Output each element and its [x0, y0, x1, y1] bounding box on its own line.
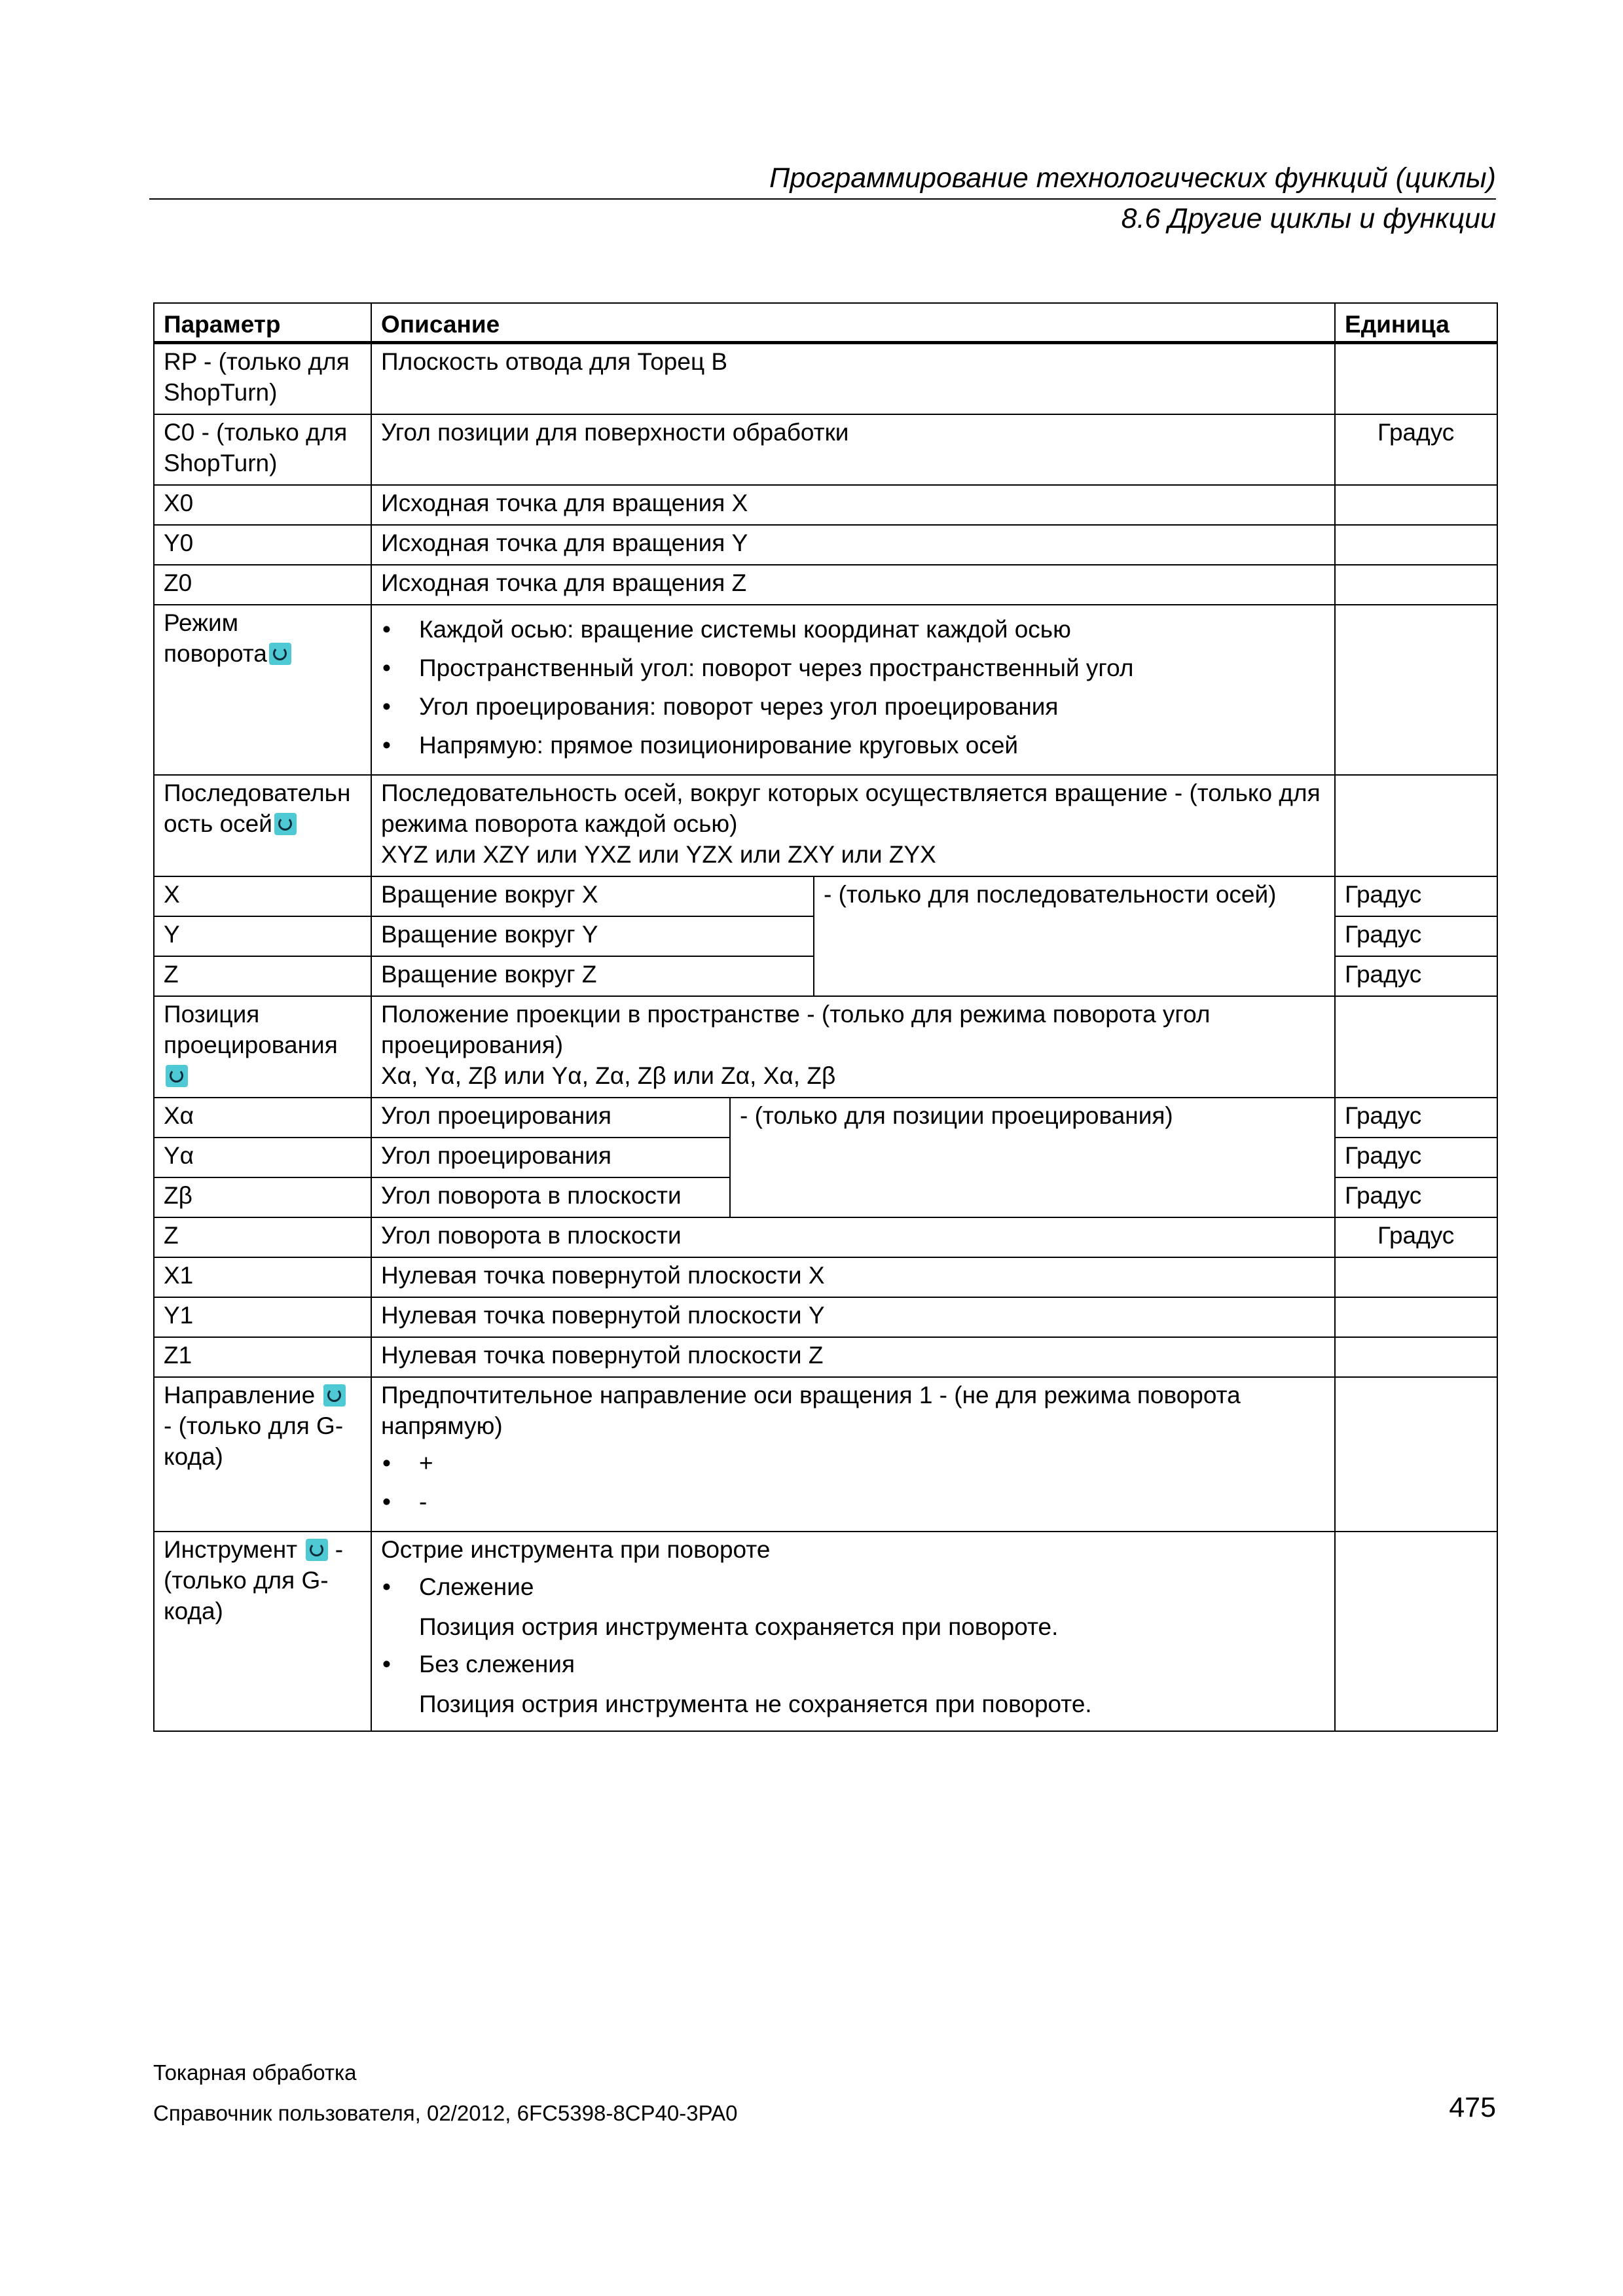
desc-cell: Вращение вокруг Y [371, 916, 814, 956]
table-row-swivel-mode [154, 605, 1497, 775]
table-row [154, 525, 1497, 565]
unit-cell [1335, 1257, 1497, 1297]
desc-cell [371, 605, 1335, 775]
desc-cell [371, 1377, 1335, 1532]
param-cell: Z1 [154, 1337, 371, 1377]
unit-cell: Градус [1335, 876, 1497, 916]
desc-cell: Угол проецирования [371, 1098, 730, 1138]
unit-cell [1335, 343, 1497, 415]
unit-cell: Градус [1335, 1217, 1497, 1257]
column-header-unit: Единица [1335, 303, 1497, 343]
param-label: проецирования [164, 1031, 338, 1058]
toggle-select-icon[interactable] [306, 1539, 328, 1561]
toggle-select-icon[interactable] [166, 1065, 188, 1087]
column-header-parameter: Параметр [154, 303, 371, 343]
param-cell [154, 996, 371, 1098]
desc-cell [371, 1532, 1335, 1731]
desc-cell: Угол поворота в плоскости [371, 1217, 1335, 1257]
table-row [154, 876, 1497, 916]
unit-cell: Градус [1335, 414, 1497, 485]
param-cell: Zβ [154, 1177, 371, 1217]
toggle-select-icon[interactable] [269, 643, 291, 665]
table-row [154, 1297, 1497, 1337]
page-number: 475 [1449, 2092, 1496, 2123]
parameter-table [153, 302, 1498, 1732]
unit-cell: Градус [1335, 956, 1497, 996]
bullet-item: • Напрямую: прямое позиционирование круговых осей [381, 730, 1328, 761]
param-cell: X1 [154, 1257, 371, 1297]
unit-cell [1335, 1297, 1497, 1337]
desc-cell: Угол позиции для поверхности обработки [371, 414, 1335, 485]
bullet-note: Позиция острия инструмента не сохраняется при повороте. [419, 1691, 1092, 1717]
unit-cell: Градус [1335, 1098, 1497, 1138]
bullet-item: • - [381, 1486, 1328, 1517]
footer-book-title: Токарная обработка [153, 2060, 357, 2085]
desc-cell: Вращение вокруг Z [371, 956, 814, 996]
table-row-projection-position [154, 996, 1497, 1098]
param-cell: Z [154, 956, 371, 996]
param-cell [154, 775, 371, 876]
desc-cell: Нулевая точка повернутой плоскости Y [371, 1297, 1335, 1337]
desc-cell: Угол проецирования [371, 1138, 730, 1177]
param-cell: C0 - (только для ShopTurn) [154, 414, 371, 485]
param-cell: Xα [154, 1098, 371, 1138]
bullet-item: • Угол проецирования: поворот через угол проецирования [381, 691, 1328, 722]
desc-cell: Плоскость отвода для Торец B [371, 343, 1335, 415]
desc-cell [371, 775, 1335, 876]
desc-text: Острие инструмента при повороте [381, 1536, 771, 1563]
desc-text: Положение проекции в пространстве - (только для режима поворота угол проецирования) [381, 1001, 1211, 1058]
table-row [154, 1217, 1497, 1257]
param-cell [154, 1532, 371, 1731]
param-label: - [335, 1536, 344, 1563]
desc-cell: Исходная точка для вращения Z [371, 565, 1335, 605]
param-label: Режим [164, 609, 239, 636]
table-row-axis-sequence [154, 775, 1497, 876]
unit-cell [1335, 605, 1497, 775]
table-row [154, 565, 1497, 605]
param-cell: RP - (только для ShopTurn) [154, 343, 371, 415]
desc-cell: Исходная точка для вращения Y [371, 525, 1335, 565]
param-label: Направление [164, 1382, 316, 1408]
param-label: поворота [164, 640, 267, 667]
unit-cell [1335, 996, 1497, 1098]
toggle-select-icon[interactable] [274, 813, 297, 835]
param-cell: Y1 [154, 1297, 371, 1337]
bullet-item: • Без слежения [381, 1649, 1328, 1679]
bullet-item: • Слежение [381, 1571, 1328, 1602]
param-cell: Z0 [154, 565, 371, 605]
param-cell: Z [154, 1217, 371, 1257]
param-cell [154, 605, 371, 775]
unit-cell [1335, 565, 1497, 605]
param-cell: Yα [154, 1138, 371, 1177]
toggle-select-icon[interactable] [323, 1384, 346, 1407]
param-cell: Y [154, 916, 371, 956]
unit-cell: Градус [1335, 1138, 1497, 1177]
param-label: - (только для G-кода) [164, 1412, 344, 1470]
desc-text: Предпочтительное направление оси вращения 1 - (не для режима поворота напрямую) [381, 1382, 1241, 1439]
table-row [154, 414, 1497, 485]
param-cell: X0 [154, 485, 371, 525]
unit-cell [1335, 1532, 1497, 1731]
bullet-item: • Пространственный угол: поворот через пространственный угол [381, 653, 1328, 683]
unit-cell: Градус [1335, 1177, 1497, 1217]
desc-options: Xα, Yα, Zβ или Yα, Zα, Zβ или Zα, Xα, Zβ [381, 1062, 836, 1089]
table-row [154, 1337, 1497, 1377]
unit-cell [1335, 485, 1497, 525]
desc-cell: Нулевая точка повернутой плоскости X [371, 1257, 1335, 1297]
bullet-item: • Каждой осью: вращение системы координат каждой осью [381, 614, 1328, 645]
header-rule [149, 198, 1496, 200]
running-header-section: 8.6 Другие циклы и функции [1121, 203, 1496, 234]
param-label: ость осей [164, 810, 272, 837]
table-row [154, 1257, 1497, 1297]
desc-cell [371, 996, 1335, 1098]
desc-cell: Вращение вокруг X [371, 876, 814, 916]
desc-cell: Исходная точка для вращения X [371, 485, 1335, 525]
param-label: Последовательн [164, 780, 351, 806]
desc-cell: Нулевая точка повернутой плоскости Z [371, 1337, 1335, 1377]
note-cell: - (только для последовательности осей) [814, 876, 1335, 996]
param-cell: Y0 [154, 525, 371, 565]
desc-options: XYZ или XZY или YXZ или YZX или ZXY или ZYX [381, 841, 936, 868]
table-row [154, 485, 1497, 525]
running-header-title: Программирование технологических функций (циклы) [769, 162, 1496, 194]
desc-text: Последовательность осей, вокруг которых осуществляется вращение - (только для режима поворота каждой осью) [381, 780, 1321, 837]
param-cell: X [154, 876, 371, 916]
table-header-row [154, 303, 1497, 343]
column-header-description: Описание [371, 303, 1335, 343]
bullet-note: Позиция острия инструмента сохраняется при повороте. [419, 1613, 1059, 1640]
unit-cell [1335, 525, 1497, 565]
table-row-tool [154, 1532, 1497, 1731]
unit-cell: Градус [1335, 916, 1497, 956]
bullet-item: • + [381, 1448, 1328, 1479]
note-cell: - (только для позиции проецирования) [730, 1098, 1335, 1217]
table-row [154, 343, 1497, 415]
unit-cell [1335, 1337, 1497, 1377]
footer-edition: Справочник пользователя, 02/2012, 6FC5398-8CP40-3PA0 [153, 2101, 738, 2125]
table-row-direction [154, 1377, 1497, 1532]
param-label: Позиция [164, 1001, 260, 1028]
unit-cell [1335, 775, 1497, 876]
param-cell [154, 1377, 371, 1532]
desc-cell: Угол поворота в плоскости [371, 1177, 730, 1217]
unit-cell [1335, 1377, 1497, 1532]
param-label: (только для G-кода) [164, 1567, 329, 1624]
table-row [154, 1098, 1497, 1138]
param-label: Инструмент [164, 1536, 298, 1563]
